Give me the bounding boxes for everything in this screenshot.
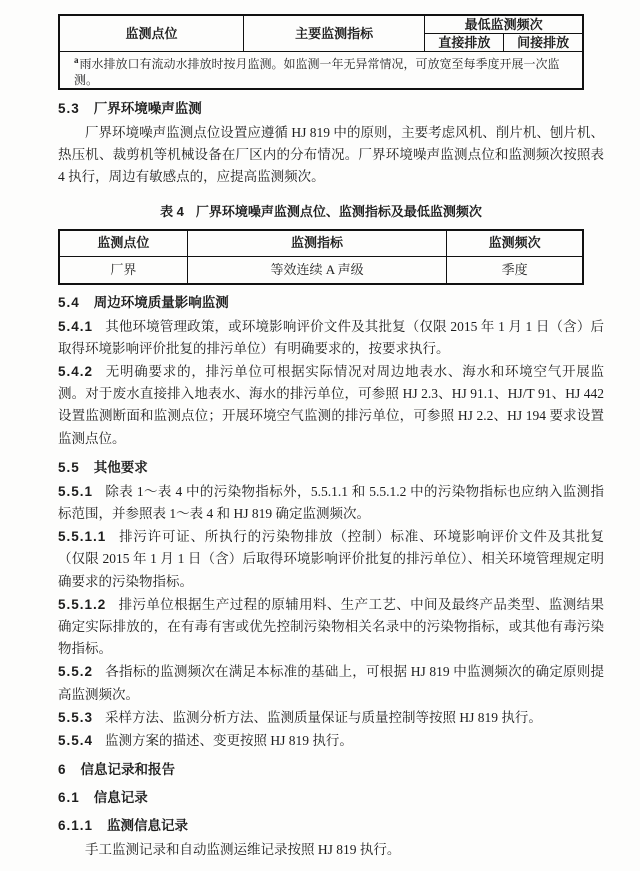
table-footnote	[59, 52, 583, 90]
table4-caption	[58, 203, 584, 221]
paragraph-5-3: 厂界环境噪声监测点位设置应遵循 HJ 819 中的原则，主要考虑风机、削片机、刨片机、热压机、裁剪机等机械设备在厂区内的分布情况。厂界环境噪声监测点位和监测频次按照表 4 执行，周边有敏感点的，应提高监测频次。	[58, 125, 604, 185]
footnote-marker: a	[74, 55, 79, 65]
table4-cell-point: 厂界	[59, 256, 187, 284]
section-title: 监测信息记录	[107, 818, 189, 834]
clause-5-5-1	[58, 481, 604, 525]
table4-caption-label: 表 4	[160, 203, 184, 219]
clause-number: 5.5.4	[58, 733, 94, 749]
clause-text: 其他环境管理政策，或环境影响评价文件及其批复（仅限 2015 年 1 月 1 日（含）后取得环境影响评价批复的排污单位）有明确要求的，按要求执行。	[58, 318, 604, 356]
clause-text: 除表 1～表 4 中的污染物指标外，5.5.1.1 和 5.5.1.2 中的污染物指标也应纳入监测指标范围，并参照表 1～表 4 和 HJ 819 确定监测频次。	[58, 483, 604, 522]
clause-number: 5.5.1.2	[58, 596, 107, 612]
header-monitoring-point: 监测点位	[59, 15, 243, 52]
table-header-row-1	[59, 15, 583, 34]
section-number: 6.1	[58, 790, 80, 806]
table4	[58, 229, 584, 285]
table4-caption-title: 厂界环境噪声监测点位、监测指标及最低监测频次	[195, 203, 482, 219]
section-title: 其他要求	[93, 459, 148, 475]
section-number: 5.5	[58, 459, 80, 475]
clause-number: 5.5.1.1	[58, 529, 107, 545]
clause-text: 采样方法、监测分析方法、监测质量保证与质量控制等按照 HJ 819 执行。	[105, 709, 542, 725]
clause-5-5-1-2	[58, 594, 604, 661]
footnote-text: 雨水排放口有流动水排放时按月监测。如监测一年无异常情况，可放宽至每季度开展一次监测。	[74, 57, 560, 87]
section-heading-6-1-1	[58, 816, 604, 836]
clause-5-5-1-1	[58, 526, 604, 593]
table4-header-frequency: 监测频次	[447, 230, 583, 257]
clause-number: 5.5.1	[58, 483, 94, 499]
table-footnote-row	[59, 52, 583, 90]
clause-number: 5.4.1	[58, 318, 94, 334]
header-indirect-discharge: 间接排放	[504, 34, 583, 52]
section-heading-5-4	[58, 293, 604, 313]
section-title: 信息记录和报告	[80, 762, 176, 778]
clause-text: 排污单位根据生产过程的原辅用料、生产工艺、中间及最终产品类型、监测结果确定实际排放的，在有毒有害或优先控制污染物相关名录中的污染物指标，或其他有毒污染物指标。	[58, 596, 604, 657]
section-title: 厂界环境噪声监测	[93, 101, 202, 116]
section-number: 6	[58, 762, 67, 778]
clause-number: 5.5.2	[58, 664, 94, 680]
header-direct-discharge: 直接排放	[425, 34, 504, 52]
table4-header-row	[59, 230, 583, 257]
clause-text: 监测方案的描述、变更按照 HJ 819 执行。	[105, 733, 353, 749]
table-continuation	[58, 14, 584, 90]
header-main-indicators: 主要监测指标	[243, 15, 424, 52]
table4-cell-frequency: 季度	[447, 256, 583, 284]
clause-number: 5.5.3	[58, 709, 94, 725]
clause-5-5-4	[58, 730, 604, 752]
section-heading-6-1	[58, 788, 604, 808]
clause-text: 各指标的监测频次在满足本标准的基础上，可根据 HJ 819 中监测频次的确定原则提高监测频次。	[58, 664, 604, 702]
section-heading-6	[58, 760, 604, 780]
section-number: 6.1.1	[58, 818, 94, 834]
section-number: 5.3	[58, 101, 80, 116]
section-heading-5-5	[58, 458, 604, 478]
section-heading-5-3	[58, 99, 604, 119]
table4-cell-indicator: 等效连续 A 声级	[187, 256, 446, 284]
clause-text: 无明确要求的，排污单位可根据实际情况对周边地表水、海水和环境空气开展监测。对于废水直接排入地表水、海水的排污单位，可参照 HJ 2.3、HJ 91.1、HJ/T 91、HJ 442 设置监测断面和监测点位；开展环境空气监测的排污单位，可参照 HJ 2.2、HJ 194 要求设置监测点位。	[58, 364, 604, 446]
clause-number: 5.4.2	[58, 364, 94, 380]
clause-text: 排污许可证、所执行的污染物排放（控制）标准、环境影响评价文件及其批复（仅限 2015 年 1 月 1 日（含）后取得环境影响评价批复的排污单位）、相关环境管理规定明确要求的污染物指标。	[58, 529, 604, 589]
section-title: 信息记录	[93, 790, 148, 806]
clause-5-5-2	[58, 661, 604, 705]
table4-header-point: 监测点位	[59, 230, 187, 257]
clause-5-5-3	[58, 707, 604, 729]
clause-5-4-1	[58, 316, 604, 360]
paragraph-6-1-1: 手工监测记录和自动监测运维记录按照 HJ 819 执行。	[85, 842, 401, 858]
clause-5-4-2	[58, 361, 604, 450]
section-number: 5.4	[58, 294, 80, 310]
table4-data-row	[59, 256, 583, 284]
table4-header-indicator: 监测指标	[187, 230, 446, 257]
section-title: 周边环境质量影响监测	[93, 294, 229, 310]
header-min-frequency: 最低监测频次	[425, 15, 583, 34]
